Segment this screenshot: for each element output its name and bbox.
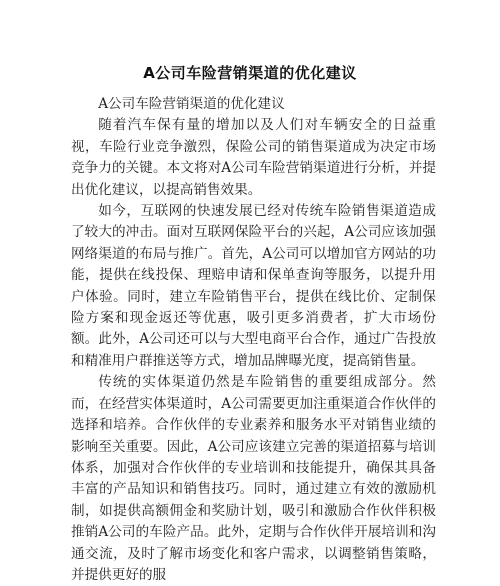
document-title: A公司车险营销渠道的优化建议 [143,64,357,82]
document-body [71,94,436,586]
paragraph-intro: 随着汽车保有量的增加以及人们对车辆安全的日益重视，车险行业竞争激烈，保险公司的销售渠道成为决定市场竞争力的关键。本文将对A公司车险营销渠道进行分析，并提出优化建议，以提高销售效果。 [71,117,436,198]
paragraph-offline-channels: 传统的实体渠道仍然是车险销售的重要组成部分。然而，在经营实体渠道时，A公司需要更加注重渠道合作伙伴的选择和培养。合作伙伴的专业素养和服务水平对销售业绩的影响至关重要。因此，A公司应该建立完善的渠道招募与培训体系，加强对合作伙伴的专业培训和技能提升，确保其具备丰富的产品知识和销售技巧。同时，通过建立有效的激励机制，如提供高额佣金和奖励计划，吸引和激励合作伙伴积极推销A公司的车险产品。此外，定期与合作伙伴开展培训和沟通交流，及时了解市场变化和客户需求，以调整销售策略，并提供更好的服 [71,374,436,583]
paragraph-online-channels: 如今，互联网的快速发展已经对传统车险销售渠道造成了较大的冲击。面对互联网保险平台的兴起，A公司应该加强网络渠道的布局与推广。首先，A公司可以增加官方网站的功能，提供在线投保、理赔申请和保单查询等服务，以提升用户体验。同时，建立车险销售平台，提供在线比价、定制保险方案和现金返还等优惠，吸引更多消费者，扩大市场份额。此外，A公司还可以与大型电商平台合作，通过广告投放和精准用户群推送等方式，增加品牌曝光度，提高销售量。 [71,203,436,369]
paragraph-heading-repeat: A公司车险营销渠道的优化建议 [98,96,285,112]
